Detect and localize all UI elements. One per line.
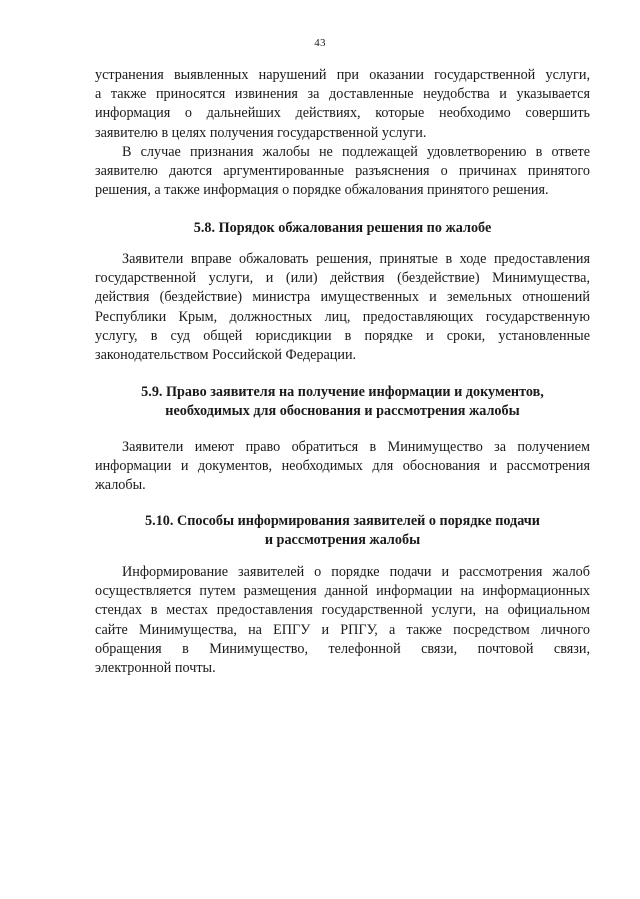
text-line: осуществляется путем размещения данной информации на информационных: [95, 583, 590, 600]
text-line: обращения в Минимущество, телефонной связи, почтовой связи,: [95, 640, 590, 657]
paragraph-right-to-info: [95, 438, 590, 496]
text-line: электронной почты.: [95, 660, 216, 677]
text-line: Заявители вправе обжаловать решения, принятые в ходе предоставления: [122, 251, 590, 267]
heading-line: и рассмотрения жалобы: [264, 532, 421, 549]
text-line: заявителю в целях получения государственной услуги.: [95, 124, 427, 141]
text-line: устранения выявленных нарушений при оказании государственной услуги,: [95, 67, 590, 83]
text-line: законодательством Российской Федерации.: [95, 347, 357, 364]
text-line: государственной услуги, и (или) действия (бездействие) Минимущества,: [95, 270, 590, 287]
section-heading-5-8: [95, 219, 590, 238]
text-line: услугу, в суд общей юрисдикции в порядке и сроки, установленные: [95, 327, 590, 344]
paragraph-appeal-court: [95, 250, 590, 365]
text-line: информация о дальнейших действиях, которые необходимо совершить: [95, 105, 590, 122]
paragraph-remedy-info: [95, 66, 590, 143]
text-line: Информирование заявителей о порядке подачи и рассмотрения жалоб: [122, 564, 590, 580]
text-line: информации и документов, необходимых для обоснования и рассмотрения: [95, 458, 590, 475]
text-line: действия (бездействие) министра имущественных и земельных отношений: [95, 289, 590, 306]
text-line: решения, а также информация о порядке обжалования принятого решения.: [95, 182, 549, 199]
text-line: Республики Крым, должностных лиц, предоставляющих государственную: [95, 308, 590, 325]
section-heading-5-9: [95, 383, 590, 421]
paragraph-rejection-info: [95, 143, 590, 201]
text-line: жалобы.: [95, 477, 146, 494]
paragraph-informing-methods: [95, 563, 590, 678]
text-line: Заявители имеют право обратиться в Минимущество за получением: [122, 439, 590, 455]
heading-line: необходимых для обоснования и рассмотрения жалобы: [165, 403, 520, 420]
heading-line: 5.8. Порядок обжалования решения по жалобе: [193, 220, 492, 236]
text-line: стендах в местах предоставления государственной услуги, на официальном: [95, 602, 590, 619]
heading-line: 5.9. Право заявителя на получение информации и документов,: [141, 384, 544, 400]
section-heading-5-10: [95, 512, 590, 550]
text-line: В случае признания жалобы не подлежащей удовлетворению в ответе: [122, 144, 590, 160]
heading-line: 5.10. Способы информирования заявителей о порядке подачи: [145, 513, 540, 529]
page-number: 43: [314, 37, 326, 49]
text-line: а также приносятся извинения за доставленные неудобства и указывается: [95, 86, 590, 103]
text-line: сайте Минимущества, на ЕПГУ и РПГУ, а также посредством личного: [95, 621, 590, 638]
text-line: заявителю даются аргументированные разъяснения о причинах принятого: [95, 163, 590, 180]
